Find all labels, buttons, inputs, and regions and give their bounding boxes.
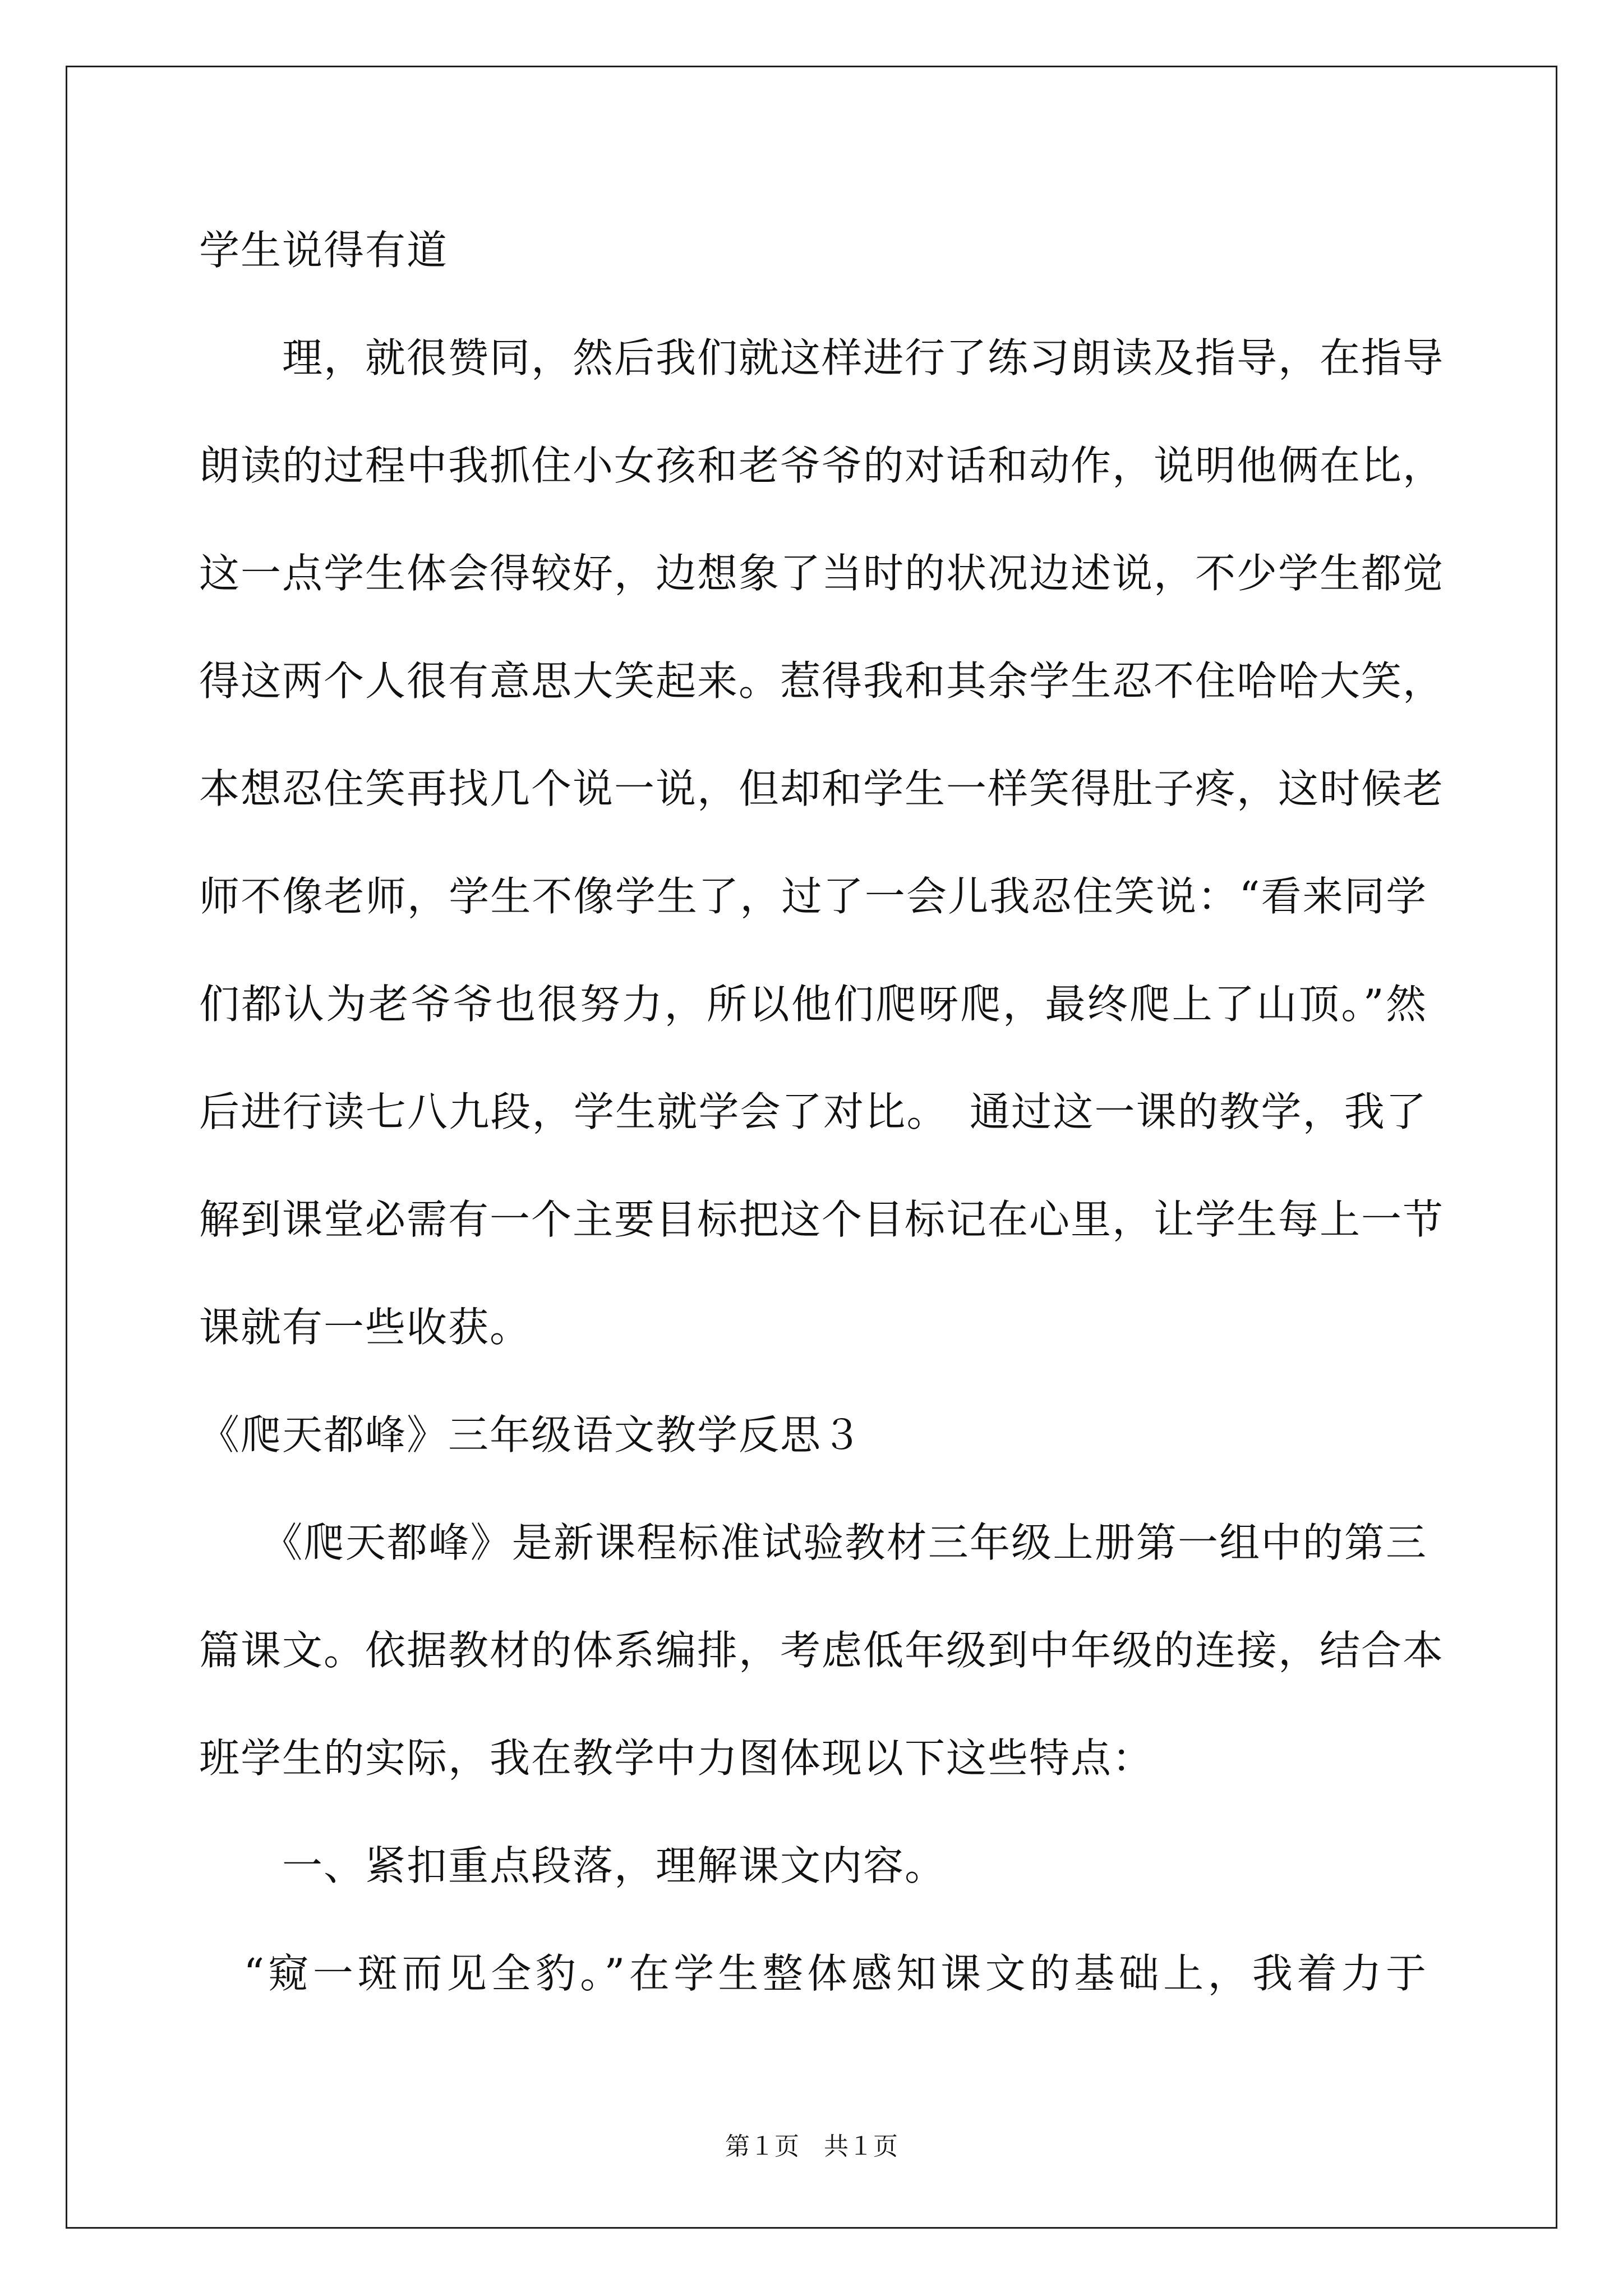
page-footer: 第１页 共１页 (725, 2132, 898, 2161)
text-line: 学生说得有道 (199, 227, 449, 274)
text-line: 《爬天都峰》是新课程标准试验教材三年级上册第一组中的第三 (199, 1519, 1427, 1566)
section-heading: 《爬天都峰》三年级语文教学反思３ (199, 1411, 864, 1458)
text-line: 得这两个人很有意思大笑起来。惹得我和其余学生忍不住哈哈大笑， (199, 657, 1445, 705)
text-line: 这一点学生体会得较好，边想象了当时的状况边述说，不少学生都觉 (199, 550, 1445, 597)
text-line: 朗读的过程中我抓住小女孩和老爷爷的对话和动作，说明他俩在比， (199, 442, 1445, 489)
text-line: 本想忍住笑再找几个说一说，但却和学生一样笑得肚子疼，这时候老 (199, 765, 1445, 812)
text-line: 后进行读七八九段，学生就学会了对比。 通过这一课的教学，我了 (199, 1088, 1427, 1135)
text-line: 课就有一些收获。 (199, 1304, 532, 1351)
text-line: “窥一斑而见全豹。”在学生整体感知课文的基础上，我着力于 (199, 1950, 1427, 1997)
text-line: 师不像老师，学生不像学生了，过了一会儿我忍住笑说：“看来同学 (199, 873, 1427, 920)
text-line: 一、紧扣重点段落，理解课文内容。 (199, 1842, 947, 1889)
text-line: 班学生的实际，我在教学中力图体现以下这些特点： (199, 1734, 1154, 1782)
page-border (66, 66, 1557, 2229)
text-line: 解到课堂必需有一个主要目标把这个目标记在心里，让学生每上一节 (199, 1196, 1445, 1243)
text-line: 理，就很赞同，然后我们就这样进行了练习朗读及指导，在指导 (199, 334, 1445, 381)
text-line: 篇课文。依据教材的体系编排，考虑低年级到中年级的连接，结合本 (199, 1627, 1445, 1674)
text-line: 们都认为老爷爷也很努力，所以他们爬呀爬，最终爬上了山顶。”然 (199, 981, 1427, 1028)
